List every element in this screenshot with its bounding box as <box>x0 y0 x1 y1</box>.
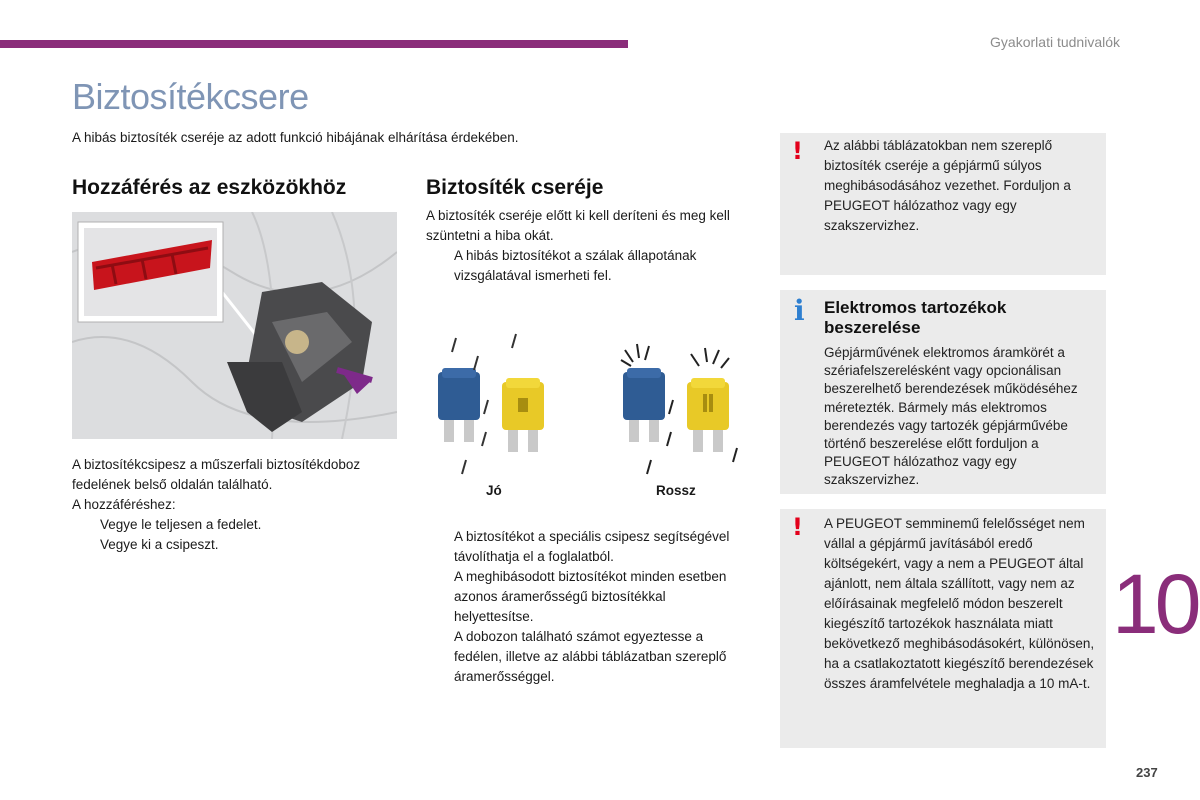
access-bullet-list <box>72 515 372 555</box>
fuse-drawing <box>426 330 756 480</box>
warning-icon: ! <box>792 137 803 165</box>
warning-box-liability <box>780 509 1106 748</box>
info-icon: i <box>794 294 805 327</box>
intro-text: A hibás biztosíték cseréje az adott funkció hibájának elhárítása érdekében. <box>72 130 519 145</box>
info-text: Gépjárművének elektromos áramkörét a szériafelszerelésként vagy opcionálisan beszerelhető berendezések működéséhez méretezték. Bármely más elektromos berendezés vagy tartozék gépjárművébe történő beszerelése előtt forduljon a PEUGEOT hálózathoz vagy egy szakszervizhez. <box>824 345 1078 488</box>
chapter-number: 10 <box>1112 557 1198 651</box>
access-paragraph: A biztosítékcsipesz a műszerfali biztosítékdoboz fedelének belső oldalán található. <box>72 457 361 492</box>
list-item: A biztosítékot a speciális csipesz segítségével távolíthatja el a foglalatból. <box>454 529 730 564</box>
replace-check-list <box>426 246 756 286</box>
replace-intro <box>426 206 756 286</box>
replace-heading: Biztosíték cseréje <box>426 176 604 199</box>
fusebox-illustration <box>72 212 397 439</box>
warning-text: Az alábbi táblázatokban nem szereplő biztosíték cseréje a gépjármű súlyos meghibásodásához vezethet. Forduljon a PEUGEOT hálózathoz vagy egy szakszervizhez. <box>824 138 1071 233</box>
list-item: Vegye le teljesen a fedelet. <box>100 517 262 532</box>
replace-bullet-list <box>426 527 746 687</box>
list-item: A meghibásodott biztosítékot minden esetben azonos áramerősségű biztosítékkal helyettesítse. <box>454 569 727 624</box>
label-bad: Rossz <box>656 483 696 498</box>
label-good: Jó <box>486 483 502 498</box>
warning-icon: ! <box>792 513 803 541</box>
info-title: Elektromos tartozékok beszerelése <box>824 298 1007 337</box>
list-item: Vegye ki a csipeszt. <box>100 537 219 552</box>
access-instruction: A hozzáféréshez: <box>72 497 176 512</box>
fuse-comparison-illustration <box>426 330 756 480</box>
good-fuse-pair <box>438 334 544 474</box>
access-heading: Hozzáférés az eszközökhöz <box>72 176 347 199</box>
fusebox-drawing <box>72 212 397 439</box>
replace-paragraph: A biztosíték cseréje előtt ki kell deríteni és meg kell szüntetni a hiba okát. <box>426 208 730 243</box>
section-title: Gyakorlati tudnivalók <box>990 34 1120 50</box>
page-title: Biztosítékcsere <box>72 76 309 117</box>
header-accent-bar <box>0 40 628 48</box>
bad-fuse-pair <box>621 344 737 474</box>
warning-box-unlisted-fuses <box>780 133 1106 275</box>
page-number: 237 <box>1136 765 1158 780</box>
info-box-electrical-accessories <box>780 290 1106 494</box>
warning-text: A PEUGEOT semminemű felelősséget nem vállal a gépjármű javításából eredő költségekért, vagy a nem a PEUGEOT által ajánlott, nem általa szállított, vagy nem az előírásainak megfelelő módon beszerelt kiegészítő tartozékok használata miatt bekövetkező meghibásodásokért, különösen, ha a csatlakoztatott kiegészítő berendezések összes áramfelvétele meghaladja a 10 mA-t. <box>824 516 1095 691</box>
access-text <box>72 455 372 555</box>
list-item: A hibás biztosítékot a szálak állapotának vizsgálatával ismerheti fel. <box>454 248 697 283</box>
list-item: A dobozon található számot egyeztesse a fedélen, illetve az alábbi táblázatban szereplő áramerősséggel. <box>454 629 727 684</box>
replace-steps <box>426 527 746 687</box>
